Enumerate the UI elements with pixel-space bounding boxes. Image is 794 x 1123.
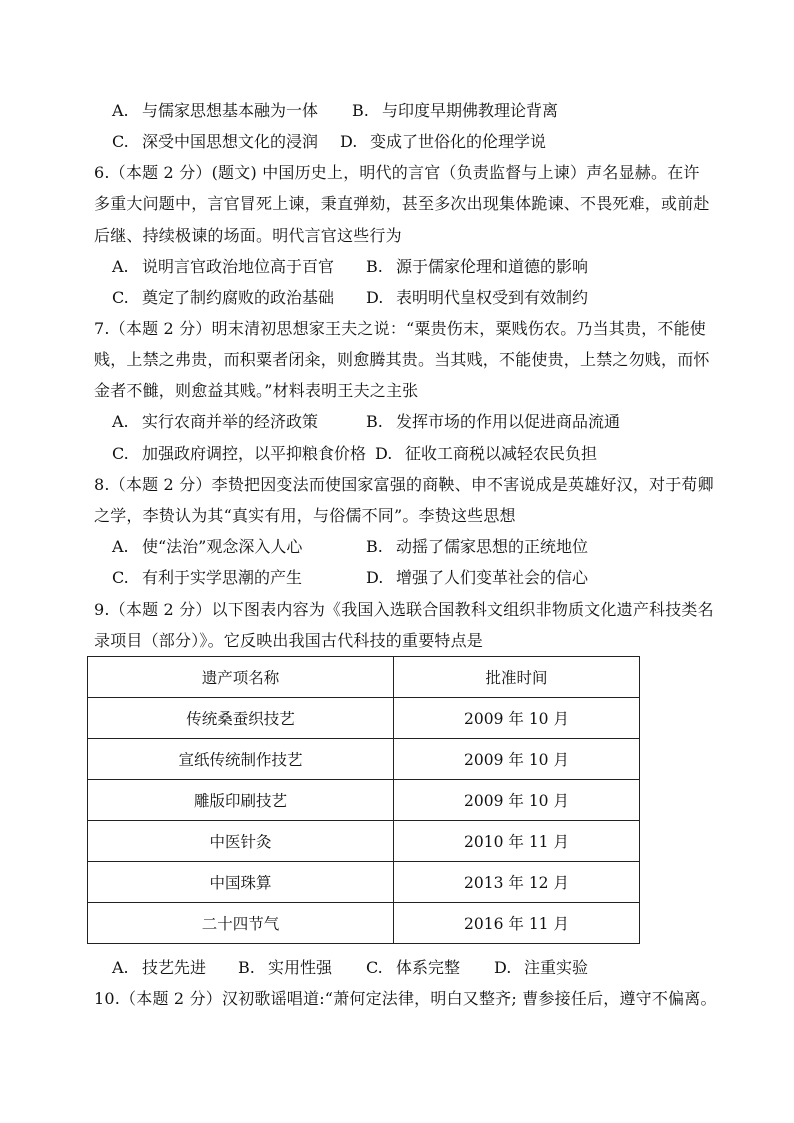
- table-cell-name: 二十四节气: [88, 903, 394, 944]
- option-letter: A.: [112, 537, 129, 556]
- option-letter: B.: [352, 101, 369, 120]
- option-text: 注重实验: [524, 958, 589, 977]
- q7-option-a: [112, 412, 318, 432]
- q7-stem-line-1: 7.（本题 2 分）明末清初思想家王夫之说：“粟贵伤末，粟贱伤农。乃当其贵，不能使: [94, 319, 706, 338]
- option-text: 说明言官政治地位高于百官: [142, 257, 335, 276]
- heritage-table: [87, 656, 640, 944]
- q6-option-b: [366, 257, 588, 277]
- column-header-name: 遗产项名称: [88, 657, 394, 698]
- q10-stem-line-1: 10.（本题 2 分）汉初歌谣唱道:“萧何定法律，明白又整齐; 曹参接任后，遵守不偏离。: [94, 989, 717, 1008]
- q7-option-b: [366, 412, 620, 432]
- q6-stem-line-3: 后继、持续极谏的场面。明代言官这些行为: [94, 226, 402, 245]
- q9-option-d: [494, 958, 588, 978]
- q9-option-b: [238, 958, 332, 978]
- table-row: [88, 821, 640, 862]
- option-letter: A.: [112, 101, 129, 120]
- q7-stem-line-3: 金者不雠，则愈益其贱。”材料表明王夫之主张: [94, 381, 419, 400]
- q5-option-c: [112, 132, 318, 152]
- q9-option-a: [112, 958, 206, 978]
- option-letter: A.: [112, 412, 129, 431]
- option-letter: C.: [112, 288, 129, 307]
- option-text: 增强了人们变革社会的信心: [396, 568, 589, 587]
- q6-stem-line-1: 6.（本题 2 分）(题文) 中国历史上，明代的言官（负责监督与上谏）声名显赫。在许: [94, 163, 700, 182]
- q8-option-b: [366, 537, 588, 557]
- q6-option-d: [366, 288, 588, 308]
- option-text: 技艺先进: [142, 958, 207, 977]
- option-letter: C.: [366, 958, 383, 977]
- option-letter: B.: [366, 257, 383, 276]
- q8-option-d: [366, 568, 588, 588]
- q7-option-c: [112, 444, 366, 464]
- option-text: 动摇了儒家思想的正统地位: [396, 537, 589, 556]
- q8-stem-line-1: 8.（本题 2 分）李贽把因变法而使国家富强的商鞅、申不害说成是英雄好汉，对于荀卿: [94, 475, 714, 494]
- option-letter: C.: [112, 132, 129, 151]
- table-row: [88, 903, 640, 944]
- q7-option-d: [375, 444, 597, 464]
- table-header-row: [88, 657, 640, 698]
- option-text: 有利于实学思潮的产生: [142, 568, 303, 587]
- option-letter: D.: [366, 288, 384, 307]
- option-text: 使“法治”观念深入人心: [142, 537, 303, 556]
- option-text: 深受中国思想文化的浸润: [142, 132, 319, 151]
- table-row: [88, 862, 640, 903]
- table-row: [88, 780, 640, 821]
- table-cell-date: 2009 年 10 月: [394, 739, 640, 780]
- q8-option-a: [112, 537, 302, 557]
- option-letter: B.: [238, 958, 255, 977]
- table-row: [88, 739, 640, 780]
- option-letter: A.: [112, 257, 129, 276]
- table-cell-name: 传统桑蚕织技艺: [88, 698, 394, 739]
- table-cell-date: 2016 年 11 月: [394, 903, 640, 944]
- option-text: 与儒家思想基本融为一体: [142, 101, 319, 120]
- table-cell-date: 2009 年 10 月: [394, 780, 640, 821]
- option-text: 加强政府调控，以平抑粮食价格: [142, 444, 367, 463]
- q8-stem-line-2: 之学，李贽认为其“真实有用，与俗儒不同”。李贽这些思想: [94, 506, 516, 525]
- option-letter: C.: [112, 568, 129, 587]
- table-cell-name: 中国珠算: [88, 862, 394, 903]
- column-header-date: 批准时间: [394, 657, 640, 698]
- option-text: 表明明代皇权受到有效制约: [396, 288, 589, 307]
- option-text: 体系完整: [396, 958, 461, 977]
- q5-option-a: [112, 101, 318, 121]
- table-cell-name: 宣纸传统制作技艺: [88, 739, 394, 780]
- option-text: 奠定了制约腐败的政治基础: [142, 288, 335, 307]
- q7-stem-line-2: 贱，上禁之弗贵，而积粟者闭籴，则愈腾其贵。当其贱，不能使贵，上禁之勿贱，而怀: [94, 350, 710, 369]
- table-cell-name: 雕版印刷技艺: [88, 780, 394, 821]
- q5-option-d: [340, 132, 546, 152]
- option-letter: D.: [494, 958, 512, 977]
- option-letter: D.: [366, 568, 384, 587]
- q8-option-c: [112, 568, 302, 588]
- table-cell-name: 中医针灸: [88, 821, 394, 862]
- option-letter: B.: [366, 537, 383, 556]
- table-cell-date: 2009 年 10 月: [394, 698, 640, 739]
- option-letter: D.: [340, 132, 358, 151]
- table-cell-date: 2010 年 11 月: [394, 821, 640, 862]
- option-letter: C.: [112, 444, 129, 463]
- option-text: 源于儒家伦理和道德的影响: [396, 257, 589, 276]
- table-cell-date: 2013 年 12 月: [394, 862, 640, 903]
- q6-stem-line-2: 多重大问题中，言官冒死上谏，秉直弹劾，甚至多次出现集体跪谏、不畏死难，或前赴: [94, 194, 710, 213]
- option-text: 变成了世俗化的伦理学说: [370, 132, 547, 151]
- option-text: 实用性强: [268, 958, 333, 977]
- q6-option-c: [112, 288, 334, 308]
- q6-option-a: [112, 257, 334, 277]
- option-letter: A.: [112, 958, 129, 977]
- option-text: 发挥市场的作用以促进商品流通: [396, 412, 621, 431]
- option-text: 实行农商并举的经济政策: [142, 412, 319, 431]
- q9-stem-line-2: 录项目（部分）》。它反映出我国古代科技的重要特点是: [94, 631, 484, 650]
- option-letter: B.: [366, 412, 383, 431]
- option-text: 征收工商税以减轻农民负担: [405, 444, 598, 463]
- q9-stem-line-1: 9.（本题 2 分）以下图表内容为《我国入选联合国教科文组织非物质文化遗产科技类名: [94, 600, 714, 619]
- table-row: [88, 698, 640, 739]
- option-letter: D.: [375, 444, 393, 463]
- q9-option-c: [366, 958, 460, 978]
- option-text: 与印度早期佛教理论背离: [382, 101, 559, 120]
- q5-option-b: [352, 101, 558, 121]
